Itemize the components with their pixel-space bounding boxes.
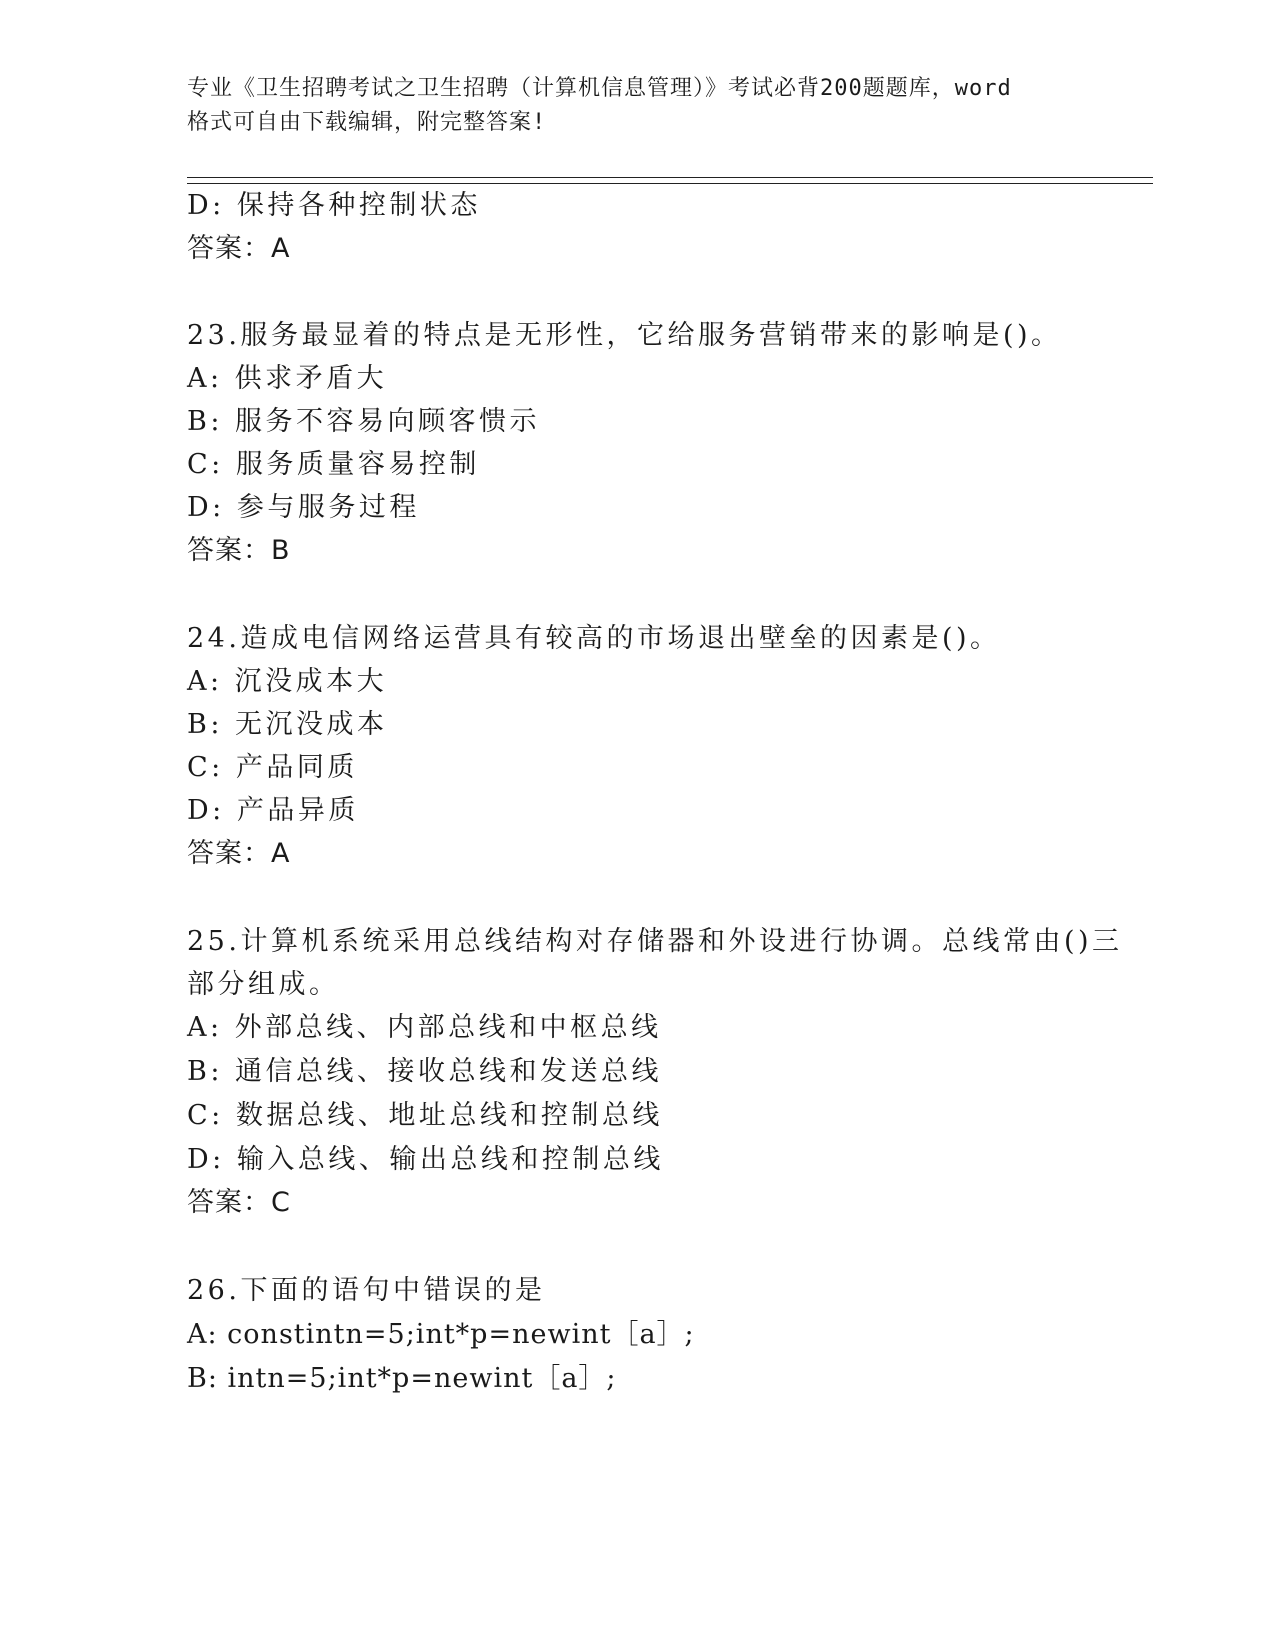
option-c: C: 服务质量容易控制	[187, 449, 480, 480]
answer-text: 答案：A	[187, 233, 291, 264]
header-line-1: 专业《卫生招聘考试之卫生招聘（计算机信息管理）》考试必背200题题库，word	[187, 76, 1012, 101]
question-stem-26: 26.下面的语句中错误的是	[187, 1275, 546, 1306]
header-line-2: 格式可自由下载编辑，附完整答案!	[187, 110, 547, 135]
option-b: B: 服务不容易向顾客愦示	[187, 406, 541, 437]
option-d: D: 产品异质	[187, 795, 359, 826]
option-b: B: 通信总线、接收总线和发送总线	[187, 1056, 663, 1087]
option-a: A: 供求矛盾大	[187, 363, 388, 394]
header-divider-bottom	[187, 183, 1153, 184]
question-stem-23: 23.服务最显着的特点是无形性，它给服务营销带来的影响是()。	[187, 320, 1062, 351]
option-b: B: 无沉没成本	[187, 709, 388, 740]
question-stem-25-cont: 部分组成。	[187, 969, 340, 1000]
option-b: B: intn=5;int*p=newint［a］;	[187, 1363, 617, 1394]
option-c: C: 产品同质	[187, 752, 358, 783]
header-divider-top	[187, 177, 1153, 178]
option-d: D: 输入总线、输出总线和控制总线	[187, 1144, 664, 1175]
answer-text: 答案：B	[187, 535, 291, 566]
document-header	[187, 72, 1107, 140]
option-d: D: 保持各种控制状态	[187, 190, 481, 221]
answer-text: 答案：A	[187, 838, 291, 869]
option-a: A: constintn=5;int*p=newint［a］;	[187, 1319, 695, 1350]
option-a: A: 沉没成本大	[187, 666, 388, 697]
option-d: D: 参与服务过程	[187, 492, 420, 523]
answer-text: 答案：C	[187, 1187, 291, 1218]
option-c: C: 数据总线、地址总线和控制总线	[187, 1100, 663, 1131]
question-stem-24: 24.造成电信网络运营具有较高的市场退出壁垒的因素是()。	[187, 623, 1001, 654]
option-a: A: 外部总线、内部总线和中枢总线	[187, 1012, 662, 1043]
question-stem-25: 25.计算机系统采用总线结构对存储器和外设进行协调。总线常由()三	[187, 926, 1123, 957]
